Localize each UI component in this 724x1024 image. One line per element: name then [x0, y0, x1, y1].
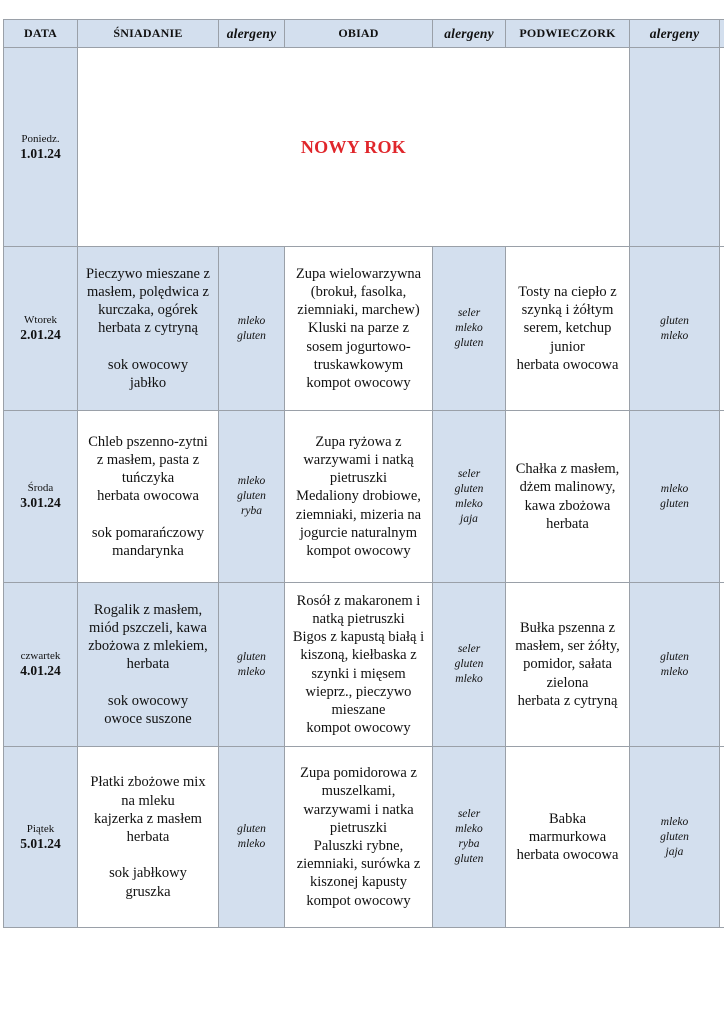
cut-off-column [720, 20, 724, 48]
header-lunch-allergens: alergeny [433, 20, 506, 48]
lunch-cell [285, 247, 433, 411]
header-snack: PODWIECZORK [506, 20, 630, 48]
date-cell [4, 411, 78, 583]
meal-line: na mleku [121, 792, 175, 809]
meal-line: miód pszczeli, kawa [89, 620, 207, 636]
meal-line: ziemniaki, mizeria na [295, 506, 422, 523]
meal-line: warzywami i natka [303, 801, 414, 818]
cut-off-column [720, 583, 724, 747]
allergen-line: seler [457, 808, 481, 820]
meal-line: herbata z cytryną [98, 320, 198, 337]
meal-line: Rogalik z masłem, [93, 601, 203, 618]
header-breakfast: ŚNIADANIE [78, 20, 219, 48]
allergen-line: gluten [237, 490, 266, 502]
allergen-line: mleko [237, 665, 266, 678]
breakfast-cell [78, 747, 219, 928]
holiday-snack-allergens-cell [630, 48, 720, 247]
allergen-line: gluten [237, 650, 266, 663]
lunch-allergens-cell [433, 247, 506, 411]
meal-line: Paluszki rybne, [313, 838, 404, 854]
meal-line: szynki i mięsem [311, 665, 406, 682]
meal-line: mandarynka [112, 543, 184, 559]
allergen-line: gluten [454, 337, 484, 349]
meal-line: kajzerka z masłem [94, 810, 202, 827]
meal-line: kiszoną, kiełbaska z [300, 647, 417, 664]
day-name: Poniedz. [21, 132, 60, 145]
cut-off-column [720, 747, 724, 928]
allergen-line: mleko [660, 665, 689, 678]
breakfast-allergens-cell [219, 411, 285, 583]
cut-off-column [720, 247, 724, 411]
meal-line: kawa zbożowa [524, 497, 611, 514]
meal-line: wieprz., pieczywo [305, 683, 412, 700]
meal-line: tuńczyka [121, 470, 175, 487]
breakfast-allergens-cell [219, 247, 285, 411]
day-name: Piątek [26, 822, 55, 835]
allergen-line: gluten [454, 853, 484, 865]
meal-line [81, 674, 215, 692]
meal-line: masłem, ser żółty, [515, 638, 620, 655]
meal-line: kompot owocowy [306, 720, 411, 737]
day-row [4, 247, 724, 411]
meal-line: dżem malinowy, [519, 479, 616, 496]
allergen-line: mleko [237, 838, 266, 850]
meal-line: zbożowa z mlekiem, [88, 638, 208, 655]
meal-line: sok jabłkowy [109, 865, 187, 882]
menu-table [3, 19, 724, 928]
day-name: Środa [27, 482, 54, 494]
allergen-line: seler [457, 643, 481, 655]
meal-line: z masłem, pasta z [96, 452, 200, 468]
date-cell [4, 583, 78, 747]
meal-line: muszelkami, [321, 783, 396, 800]
allergen-line: gluten [660, 497, 689, 510]
meal-line: marmurkowa [528, 828, 607, 845]
meal-line: Chleb pszenno-zytni [88, 433, 208, 450]
meal-line: herbata owocowa [97, 488, 199, 505]
meal-line: sok owocowy [107, 692, 189, 709]
meal-line: kiszonej kapusty [309, 874, 408, 891]
snack-allergens-cell [630, 747, 720, 928]
meal-line: kompot owocowy [306, 892, 411, 909]
holiday-row [4, 48, 724, 247]
meal-line: pomidor, sałata [523, 656, 612, 673]
meal-line: sosem jogurtowo- [306, 338, 411, 355]
allergen-line: mleko [455, 497, 483, 510]
meal-line [81, 338, 215, 356]
snack-cell [506, 247, 630, 411]
allergen-line: gluten [454, 482, 484, 495]
lunch-cell [285, 747, 433, 928]
meal-line: sok pomarańczowy [91, 524, 205, 541]
allergen-line: mleko [455, 322, 483, 334]
allergen-line: seler [457, 467, 481, 480]
lunch-allergens-cell [433, 747, 506, 928]
allergen-line: mleko [455, 823, 483, 835]
meal-line: Chałka z masłem, [515, 461, 620, 478]
holiday-cell [78, 48, 630, 247]
allergen-line: jaja [460, 512, 478, 525]
meal-line [81, 846, 215, 864]
meal-line: herbata [546, 515, 589, 532]
allergen-line: gluten [237, 823, 266, 835]
breakfast-allergens-cell [219, 747, 285, 928]
snack-cell [506, 747, 630, 928]
meal-line: kompot owocowy [306, 543, 411, 559]
breakfast-cell [78, 247, 219, 411]
allergen-line: gluten [660, 830, 689, 843]
meal-line: ziemniaki, marchew) [297, 302, 420, 319]
meal-line: Zupa ryżowa z [315, 433, 402, 450]
allergen-line: mleko [660, 815, 689, 828]
snack-cell [506, 583, 630, 747]
holiday-label: NOWY ROK [300, 136, 407, 157]
allergen-line: mleko [660, 482, 689, 495]
day-date: 4.01.24 [20, 663, 61, 678]
meal-line: Zupa pomidorowa z [300, 765, 417, 782]
cut-off-column [720, 48, 724, 247]
meal-line: junior [550, 338, 585, 355]
allergen-line: seler [457, 307, 481, 319]
meal-line: ziemniaki, surówka z [296, 856, 421, 873]
date-cell [4, 247, 78, 411]
meal-line: natką pietruszki [312, 610, 405, 627]
meal-line: herbata z cytryną [517, 692, 618, 709]
meal-line: Bułka pszenna z [519, 619, 616, 636]
allergen-line: ryba [458, 838, 480, 850]
meal-line: gruszka [125, 883, 171, 900]
allergen-line: gluten [660, 314, 689, 327]
snack-allergens-cell [630, 411, 720, 583]
header-breakfast-allergens: alergeny [219, 20, 285, 48]
meal-line: Kluski na parze z [307, 320, 410, 337]
meal-line: owoce suszone [104, 711, 192, 727]
date-cell [4, 747, 78, 928]
header-date: DATA [4, 20, 78, 48]
allergen-line: mleko [237, 475, 266, 487]
meal-line: jabłko [129, 375, 167, 391]
meal-line: herbata [126, 656, 170, 673]
allergen-line: gluten [660, 650, 689, 663]
meal-line: jogurcie naturalnym [299, 524, 418, 541]
day-date: 3.01.24 [20, 495, 61, 510]
meal-line [81, 506, 215, 524]
day-date: 1.01.24 [20, 145, 61, 161]
lunch-allergens-cell [433, 583, 506, 747]
holiday-date-cell [4, 48, 78, 247]
meal-line: sok owocowy [107, 356, 189, 373]
meal-line: Bigos z kapustą białą i [292, 629, 425, 646]
day-row [4, 583, 724, 747]
snack-allergens-cell [630, 583, 720, 747]
meal-line: warzywami i natką [303, 451, 414, 468]
meal-line: kompot owocowy [306, 375, 411, 391]
meal-line: kurczaka, ogórek [98, 302, 198, 319]
snack-allergens-cell [630, 247, 720, 411]
day-date: 2.01.24 [20, 327, 61, 342]
allergen-line: mleko [237, 314, 266, 327]
meal-line: masłem, polędwica z [87, 284, 209, 300]
header-snack-allergens: alergeny [630, 20, 720, 48]
cut-off-column [720, 411, 724, 583]
meal-line: pietruszki [329, 470, 388, 487]
meal-line: Płatki zbożowe mix [90, 774, 206, 791]
header-row [4, 20, 724, 48]
meal-line: herbata owocowa [516, 356, 619, 373]
meal-line: Rosół z makaronem i [296, 592, 421, 609]
snack-cell [506, 411, 630, 583]
day-date: 5.01.24 [20, 835, 61, 851]
meal-line: mieszane [331, 701, 386, 718]
meal-line: serem, ketchup [523, 320, 612, 337]
meal-line: Tosty na ciepło z [518, 283, 617, 300]
allergen-line: gluten [237, 329, 266, 342]
meal-line: zielona [546, 674, 589, 691]
meal-line: pietruszki [329, 819, 388, 836]
meal-line: Zupa wielowarzywna [295, 265, 422, 282]
meal-line: Babka [548, 810, 587, 827]
allergen-line: ryba [240, 505, 263, 517]
breakfast-cell [78, 583, 219, 747]
day-row [4, 411, 724, 583]
allergen-line: gluten [454, 658, 484, 670]
breakfast-allergens-cell [219, 583, 285, 747]
meal-line: Pieczywo mieszane z [85, 265, 210, 282]
meal-line: szynką i żółtym [521, 302, 614, 319]
meal-line: herbata owocowa [516, 847, 619, 864]
lunch-cell [285, 583, 433, 747]
lunch-cell [285, 411, 433, 583]
day-name: czwartek [20, 650, 61, 662]
header-lunch: OBIAD [285, 20, 433, 48]
meal-line: Medaliony drobiowe, [296, 488, 421, 505]
meal-line: (brokuł, fasolka, [310, 283, 407, 300]
meal-line: herbata [126, 828, 170, 845]
day-name: Wtorek [24, 314, 57, 326]
allergen-line: jaja [665, 845, 684, 858]
allergen-line: mleko [455, 673, 483, 685]
allergen-line: mleko [660, 329, 689, 342]
lunch-allergens-cell [433, 411, 506, 583]
meal-line: truskawkowym [313, 356, 404, 373]
day-row [4, 747, 724, 928]
breakfast-cell [78, 411, 219, 583]
